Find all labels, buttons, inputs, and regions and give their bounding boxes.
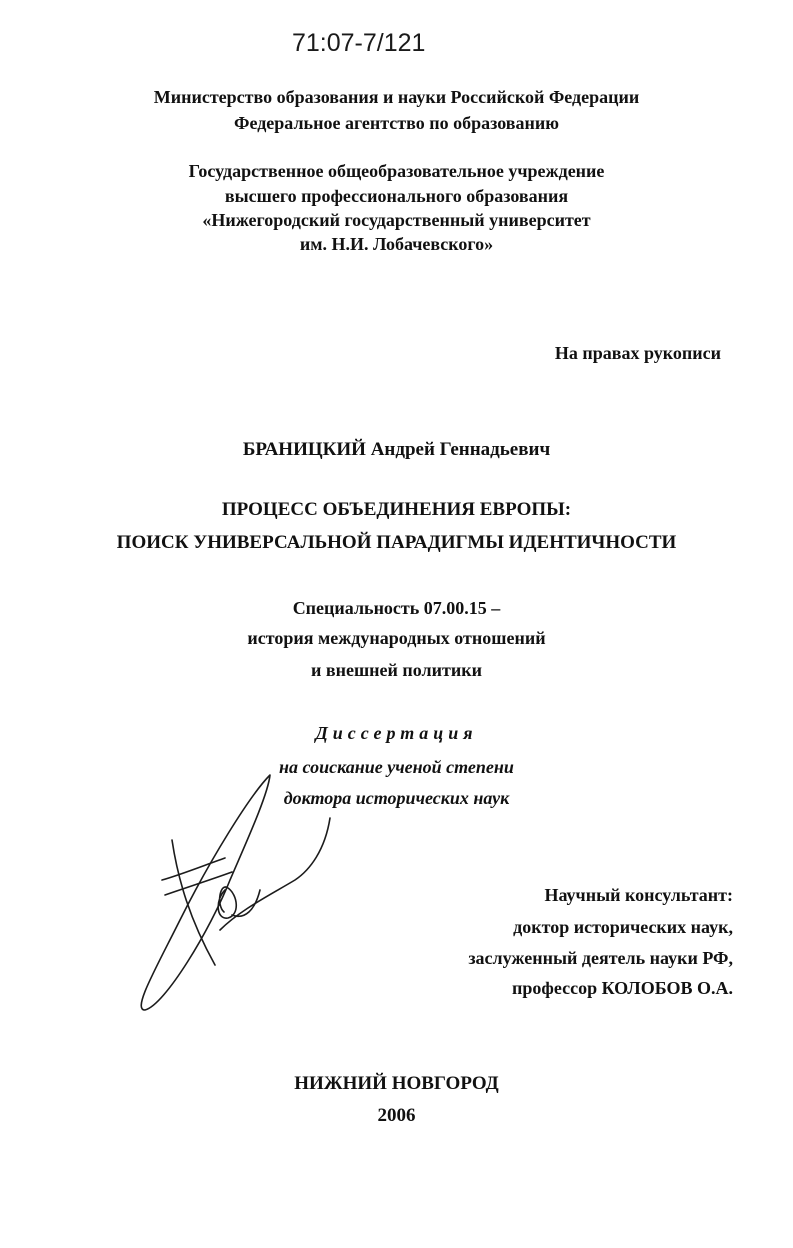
manuscript-note: На правах рукописи: [554, 343, 721, 363]
institution-line-2: высшего профессионального образования: [224, 186, 569, 206]
dissertation-degree-line-1: на соискание ученой степени: [279, 757, 514, 777]
consultant-degree: доктор исторических наук,: [513, 917, 733, 937]
ministry-line-1: Министерство образования и науки Российской Федерации: [153, 87, 640, 107]
signature-stroke-main-loop: [141, 775, 270, 1010]
title-line-2: ПОИСК УНИВЕРСАЛЬНОЙ ПАРАДИГМЫ ИДЕНТИЧНОСТИ: [116, 532, 677, 553]
institution-line-4: им. Н.И. Лобачевского»: [299, 234, 494, 254]
dissertation-label: Диссертация: [315, 723, 478, 743]
archive-stamp-code: 71:07-7/121: [292, 29, 426, 57]
institution-line-3: «Нижегородский государственный университет: [202, 210, 591, 230]
signature-stroke-tail: [220, 818, 330, 930]
dissertation-degree-line-2: доктора исторических наук: [283, 788, 510, 808]
author-name: БРАНИЦКИЙ Андрей Геннадьевич: [242, 439, 551, 460]
year: 2006: [377, 1105, 416, 1126]
specialty-line-2: история международных отношений: [247, 628, 546, 648]
consultant-honor: заслуженный деятель науки РФ,: [468, 948, 733, 968]
specialty-line-3: и внешней политики: [311, 660, 482, 680]
signature-stroke-left-vertical: [172, 840, 215, 965]
handwritten-signature: [120, 770, 350, 1020]
institution-line-1: Государственное общеобразовательное учреждение: [188, 161, 605, 181]
ministry-line-2: Федеральное агентство по образованию: [233, 113, 560, 133]
specialty-line-1: Специальность 07.00.15 –: [292, 598, 501, 618]
title-line-1: ПРОЦЕСС ОБЪЕДИНЕНИЯ ЕВРОПЫ:: [221, 499, 572, 520]
consultant-name: профессор КОЛОБОВ О.А.: [512, 978, 733, 998]
city: НИЖНИЙ НОВГОРОД: [294, 1073, 499, 1094]
consultant-heading: Научный консультант:: [544, 885, 733, 905]
signature-stroke-cross-1: [162, 858, 225, 880]
